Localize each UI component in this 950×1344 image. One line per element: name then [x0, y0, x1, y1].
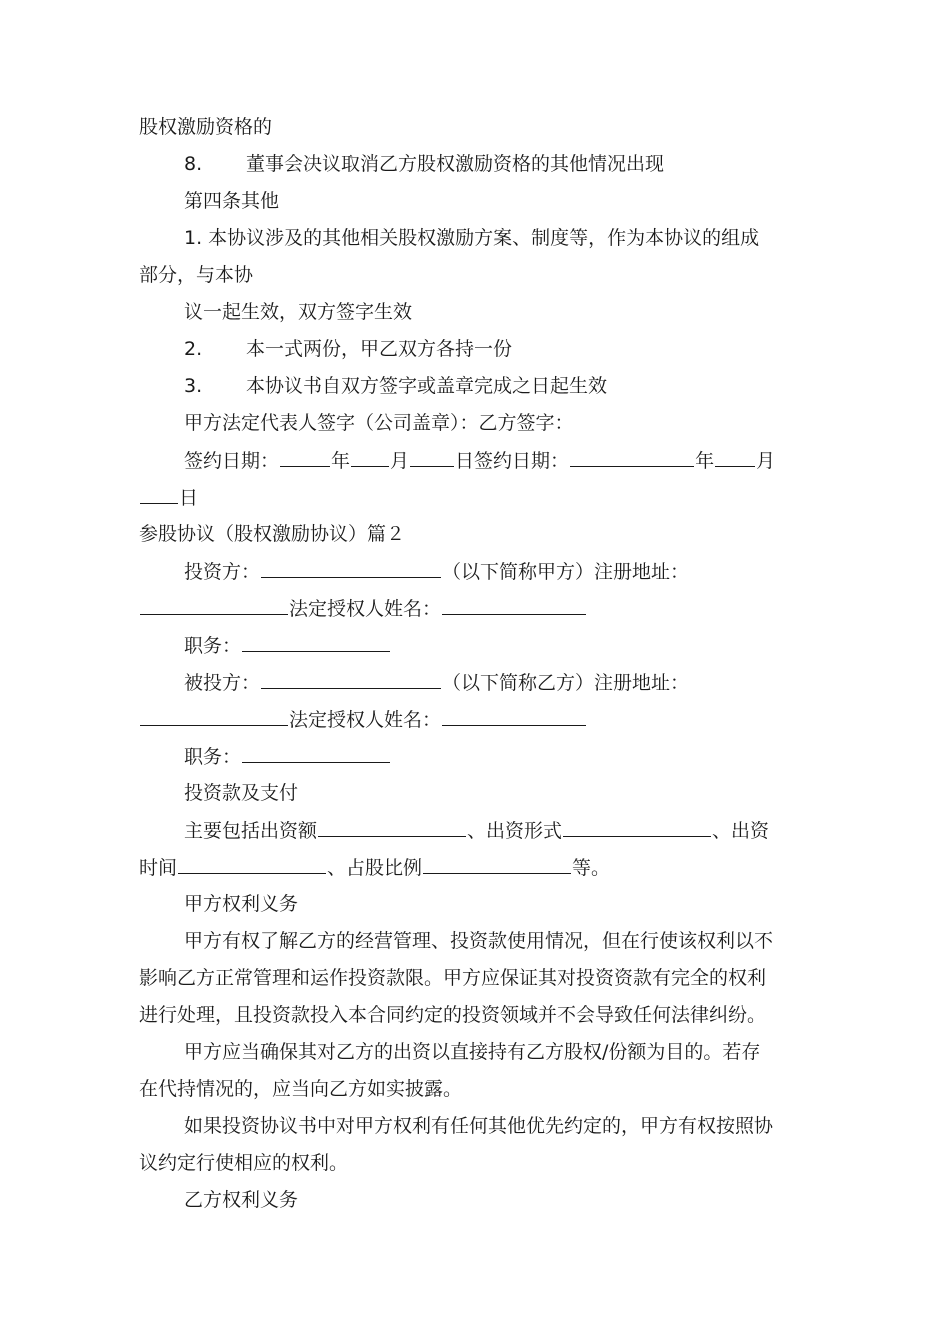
form-line — [184, 670, 689, 694]
text-line: 议一起生效，双方签字生效 — [184, 301, 413, 323]
document-title: 参股协议（股权激励协议）篇２ — [139, 523, 406, 545]
list-number: 3. — [184, 375, 203, 397]
field-label: （以下简称甲方）注册地址： — [442, 561, 690, 583]
date-unit: 日 — [179, 487, 199, 509]
list-item — [184, 337, 512, 361]
date-label: 签约日期： — [184, 450, 280, 472]
list-text: 本协议书自双方签字或盖章完成之日起生效 — [246, 375, 608, 397]
date-label: 日签约日期： — [455, 450, 570, 472]
blank-field — [140, 596, 288, 615]
list-text: 董事会决议取消乙方股权激励资格的其他情况出现 — [246, 153, 665, 175]
text-line: 甲方有权了解乙方的经营管理、投资款使用情况，但在行使该权利以不 — [184, 930, 774, 952]
list-item — [184, 374, 607, 398]
field-label: 被投方： — [184, 672, 261, 694]
list-text: 本一式两份，甲乙双方各持一份 — [246, 338, 513, 360]
text-line: 股权激励资格的 — [139, 116, 273, 138]
blank-field — [140, 707, 288, 726]
list-item — [184, 152, 664, 176]
form-line — [184, 633, 391, 657]
blank-field — [178, 855, 326, 874]
field-label: 、出资形式 — [467, 820, 563, 842]
field-label: 法定授权人姓名： — [289, 709, 442, 731]
blank-field — [570, 448, 694, 467]
form-line — [139, 707, 587, 731]
field-label: 投资方： — [184, 561, 261, 583]
date-line — [139, 485, 198, 509]
blank-field — [140, 485, 178, 504]
form-line — [184, 818, 769, 842]
list-number: 8. — [184, 153, 203, 175]
field-label: （以下简称乙方）注册地址： — [442, 672, 690, 694]
blank-field — [423, 855, 571, 874]
date-unit: 月 — [390, 450, 410, 472]
blank-field — [410, 448, 454, 467]
blank-field — [318, 818, 466, 837]
text-line: 甲方应当确保其对乙方的出资以直接持有乙方股权/份额为目的。若存 — [184, 1041, 761, 1063]
blank-field — [715, 448, 755, 467]
date-unit: 年 — [331, 450, 351, 472]
text-line: 如果投资协议书中对甲方权利有任何其他优先约定的，甲方有权按照协 — [184, 1115, 774, 1137]
blank-field — [563, 818, 711, 837]
blank-field — [351, 448, 389, 467]
list-number: 2. — [184, 338, 203, 360]
field-label: 等。 — [572, 857, 611, 879]
signature-line: 甲方法定代表人签字（公司盖章）：乙方签字： — [184, 412, 574, 434]
form-line — [184, 744, 391, 768]
blank-field — [242, 744, 390, 763]
field-label: 法定授权人姓名： — [289, 598, 442, 620]
blank-field — [242, 633, 390, 652]
blank-field — [442, 707, 586, 726]
field-label: 、出资 — [712, 820, 770, 842]
text-line: 影响乙方正常管理和运作投资款限。甲方应保证其对投资资款有完全的权利 — [139, 967, 767, 989]
field-label: 职务： — [184, 635, 242, 657]
section-heading: 乙方权利义务 — [184, 1189, 299, 1211]
field-label: 、占股比例 — [327, 857, 423, 879]
field-label: 时间 — [139, 857, 178, 879]
blank-field — [261, 559, 441, 578]
blank-field — [442, 596, 586, 615]
text-line: 部分，与本协 — [139, 264, 254, 286]
date-line — [184, 448, 775, 472]
form-line — [139, 855, 610, 879]
text-line: 在代持情况的，应当向乙方如实披露。 — [139, 1078, 463, 1100]
section-heading: 甲方权利义务 — [184, 893, 299, 915]
text-line: 1. 本协议涉及的其他相关股权激励方案、制度等，作为本协议的组成 — [184, 227, 760, 249]
blank-field — [280, 448, 330, 467]
date-unit: 月 — [756, 450, 776, 472]
field-label: 主要包括出资额 — [184, 820, 318, 842]
date-unit: 年 — [695, 450, 715, 472]
form-line — [184, 559, 689, 583]
blank-field — [261, 670, 441, 689]
section-heading: 投资款及支付 — [184, 782, 299, 804]
section-heading: 第四条其他 — [184, 190, 280, 212]
text-line: 议约定行使相应的权利。 — [139, 1152, 349, 1174]
form-line — [139, 596, 587, 620]
field-label: 职务： — [184, 746, 242, 768]
text-line: 进行处理，且投资款投入本合同约定的投资领域并不会导致任何法律纠纷。 — [139, 1004, 767, 1026]
